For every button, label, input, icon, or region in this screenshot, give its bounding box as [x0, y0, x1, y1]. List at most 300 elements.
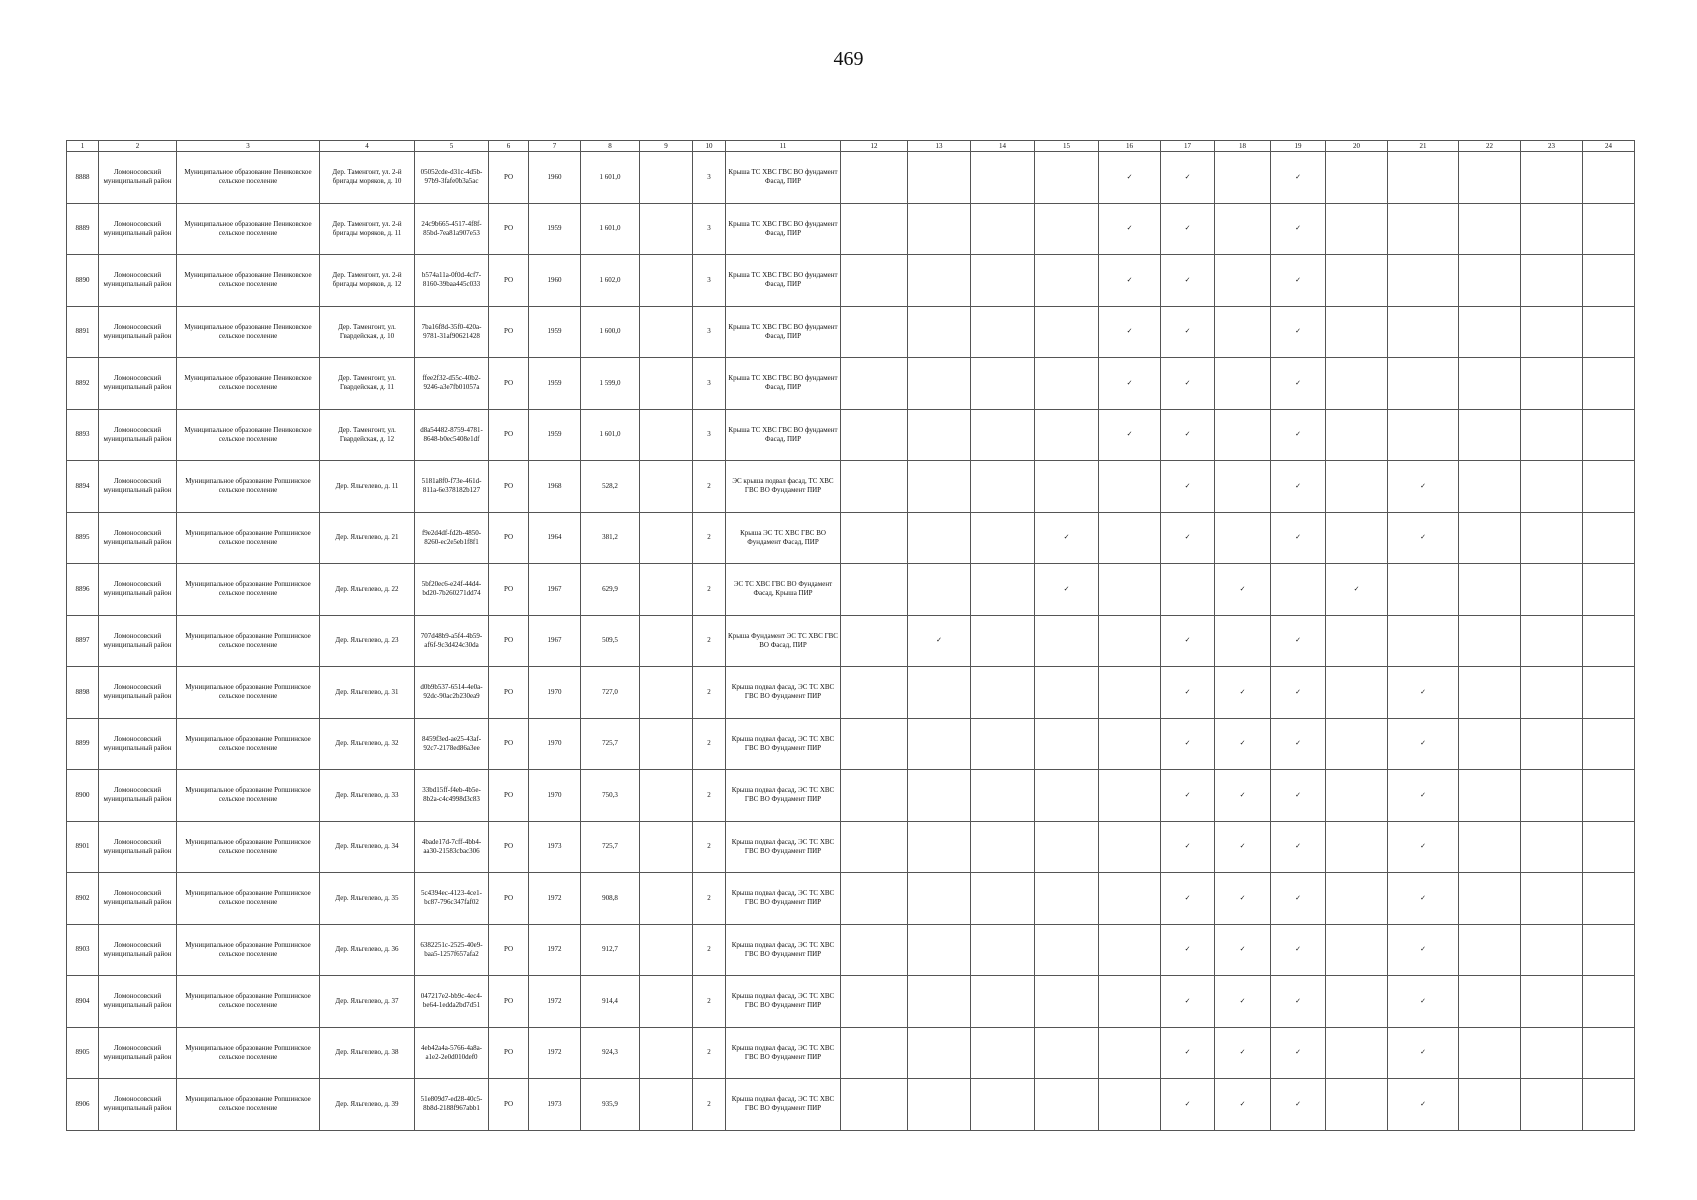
- column-14-cell: [971, 409, 1035, 461]
- owner-type-cell: РО: [489, 1079, 529, 1131]
- building-id-cell: f9e2d4df-fd2b-4850-8260-ec2e5eb1f8f1: [415, 512, 489, 564]
- column-9-cell: [640, 461, 693, 513]
- column-20-cell: [1326, 718, 1388, 770]
- column-10-cell: 3: [693, 409, 726, 461]
- owner-type-cell: РО: [489, 564, 529, 616]
- column-22-cell: [1459, 667, 1521, 719]
- column-22-cell: [1459, 1027, 1521, 1079]
- column-23-cell: [1521, 358, 1583, 410]
- check-mark-icon: ✓: [1295, 945, 1301, 954]
- row-number-cell: 8904: [67, 976, 99, 1028]
- owner-type-cell: РО: [489, 409, 529, 461]
- column-22-cell: [1459, 976, 1521, 1028]
- table-row: [67, 564, 1635, 616]
- column-16-cell: [1099, 718, 1161, 770]
- column-17-cell: [1161, 203, 1215, 255]
- column-17-cell: [1161, 718, 1215, 770]
- check-mark-icon: ✓: [1420, 790, 1426, 799]
- column-10-cell: 2: [693, 615, 726, 667]
- settlement-cell: Муниципальное образование Ропшинское сельское поселение: [177, 770, 320, 822]
- column-13-cell: [908, 615, 971, 667]
- column-9-cell: [640, 615, 693, 667]
- check-mark-icon: ✓: [1184, 172, 1191, 181]
- column-13-cell: [908, 1079, 971, 1131]
- column-number-5: 5: [415, 141, 489, 152]
- column-18-cell: [1215, 152, 1271, 204]
- column-number-row: [67, 141, 1635, 152]
- column-24-cell: [1583, 1079, 1635, 1131]
- check-mark-icon: ✓: [1184, 533, 1191, 542]
- column-20-cell: [1326, 306, 1388, 358]
- column-23-cell: [1521, 255, 1583, 307]
- works-cell: Крыша ЭС ТС ХВС ГВС ВО Фундамент Фасад, ПИР: [726, 512, 841, 564]
- year-cell: 1959: [529, 358, 581, 410]
- check-mark-icon: ✓: [1184, 224, 1191, 233]
- check-mark-icon: ✓: [1420, 893, 1426, 902]
- column-15-cell: [1035, 770, 1099, 822]
- settlement-cell: Муниципальное образование Ропшинское сельское поселение: [177, 718, 320, 770]
- column-12-cell: [841, 512, 908, 564]
- table-row: [67, 1079, 1635, 1131]
- year-cell: 1972: [529, 1027, 581, 1079]
- column-number-10: 10: [693, 141, 726, 152]
- year-cell: 1973: [529, 1079, 581, 1131]
- works-cell: Крыша подвал фасад, ЭС ТС ХВС ГВС ВО Фундамент ПИР: [726, 770, 841, 822]
- column-number-3: 3: [177, 141, 320, 152]
- check-mark-icon: ✓: [1184, 1099, 1191, 1108]
- column-16-cell: [1099, 976, 1161, 1028]
- check-mark-icon: ✓: [1063, 533, 1070, 542]
- column-number-11: 11: [726, 141, 841, 152]
- column-12-cell: [841, 203, 908, 255]
- area-cell: 1 601,0: [581, 409, 640, 461]
- column-15-cell: [1035, 1027, 1099, 1079]
- check-mark-icon: ✓: [1295, 378, 1301, 387]
- building-id-cell: 7ba16f8d-35f0-420a-9781-31af90621428: [415, 306, 489, 358]
- column-20-cell: [1326, 409, 1388, 461]
- district-cell: Ломоносовский муниципальный район: [99, 512, 177, 564]
- column-9-cell: [640, 512, 693, 564]
- column-18-cell: [1215, 924, 1271, 976]
- column-16-cell: [1099, 924, 1161, 976]
- table-row: [67, 512, 1635, 564]
- column-13-cell: [908, 409, 971, 461]
- works-cell: Крыша подвал фасад, ЭС ТС ХВС ГВС ВО Фундамент ПИР: [726, 1027, 841, 1079]
- area-cell: 1 600,0: [581, 306, 640, 358]
- column-23-cell: [1521, 203, 1583, 255]
- column-12-cell: [841, 564, 908, 616]
- column-19-cell: [1271, 306, 1326, 358]
- table-row: [67, 461, 1635, 513]
- district-cell: Ломоносовский муниципальный район: [99, 255, 177, 307]
- column-24-cell: [1583, 255, 1635, 307]
- column-19-cell: [1271, 358, 1326, 410]
- column-21-cell: [1388, 152, 1459, 204]
- building-id-cell: 707d48b9-a5f4-4b59-af6f-9c3d424c30da: [415, 615, 489, 667]
- area-cell: 381,2: [581, 512, 640, 564]
- column-number-22: 22: [1459, 141, 1521, 152]
- column-23-cell: [1521, 667, 1583, 719]
- year-cell: 1960: [529, 255, 581, 307]
- column-number-7: 7: [529, 141, 581, 152]
- column-number-15: 15: [1035, 141, 1099, 152]
- check-mark-icon: ✓: [1126, 224, 1133, 233]
- column-22-cell: [1459, 409, 1521, 461]
- column-13-cell: [908, 770, 971, 822]
- column-14-cell: [971, 1027, 1035, 1079]
- area-cell: 725,7: [581, 821, 640, 873]
- settlement-cell: Муниципальное образование Ропшинское сельское поселение: [177, 873, 320, 925]
- column-20-cell: [1326, 512, 1388, 564]
- settlement-cell: Муниципальное образование Ропшинское сельское поселение: [177, 615, 320, 667]
- column-21-cell: [1388, 821, 1459, 873]
- check-mark-icon: ✓: [1420, 842, 1426, 851]
- column-10-cell: 2: [693, 1027, 726, 1079]
- column-21-cell: [1388, 718, 1459, 770]
- column-20-cell: [1326, 564, 1388, 616]
- row-number-cell: 8900: [67, 770, 99, 822]
- check-mark-icon: ✓: [1295, 893, 1301, 902]
- address-cell: Дер. Яльгелево, д. 35: [320, 873, 415, 925]
- year-cell: 1972: [529, 976, 581, 1028]
- column-19-cell: [1271, 718, 1326, 770]
- check-mark-icon: ✓: [1184, 275, 1191, 284]
- table-row: [67, 1027, 1635, 1079]
- table-row: [67, 873, 1635, 925]
- column-number-6: 6: [489, 141, 529, 152]
- check-mark-icon: ✓: [1295, 275, 1301, 284]
- building-id-cell: 4eb42a4a-5766-4a8a-a1e2-2e0d010def0: [415, 1027, 489, 1079]
- check-mark-icon: ✓: [1184, 893, 1191, 902]
- building-id-cell: b574a11a-0f0d-4cf7-8160-39baa445c033: [415, 255, 489, 307]
- column-23-cell: [1521, 1079, 1583, 1131]
- district-cell: Ломоносовский муниципальный район: [99, 1079, 177, 1131]
- column-10-cell: 2: [693, 821, 726, 873]
- column-24-cell: [1583, 1027, 1635, 1079]
- column-number-23: 23: [1521, 141, 1583, 152]
- district-cell: Ломоносовский муниципальный район: [99, 873, 177, 925]
- column-20-cell: [1326, 255, 1388, 307]
- column-9-cell: [640, 718, 693, 770]
- column-21-cell: [1388, 924, 1459, 976]
- column-12-cell: [841, 924, 908, 976]
- column-13-cell: [908, 152, 971, 204]
- table-row: [67, 615, 1635, 667]
- check-mark-icon: ✓: [1184, 790, 1191, 799]
- column-10-cell: 2: [693, 461, 726, 513]
- district-cell: Ломоносовский муниципальный район: [99, 667, 177, 719]
- column-16-cell: [1099, 306, 1161, 358]
- building-id-cell: ffee2f32-d55c-40b2-9246-a3e7fb01057a: [415, 358, 489, 410]
- column-number-19: 19: [1271, 141, 1326, 152]
- settlement-cell: Муниципальное образование Ропшинское сельское поселение: [177, 924, 320, 976]
- column-10-cell: 3: [693, 152, 726, 204]
- check-mark-icon: ✓: [1295, 327, 1301, 336]
- check-mark-icon: ✓: [1295, 481, 1301, 490]
- column-number-16: 16: [1099, 141, 1161, 152]
- column-10-cell: 2: [693, 512, 726, 564]
- column-20-cell: [1326, 152, 1388, 204]
- works-cell: Крыша подвал фасад, ЭС ТС ХВС ГВС ВО Фундамент ПИР: [726, 1079, 841, 1131]
- table-row: [67, 152, 1635, 204]
- column-21-cell: [1388, 409, 1459, 461]
- column-19-cell: [1271, 564, 1326, 616]
- works-cell: Крыша ТС ХВС ГВС ВО фундамент Фасад, ПИР: [726, 306, 841, 358]
- building-id-cell: d0b9b537-6514-4e0a-92dc-90ac2b230ea9: [415, 667, 489, 719]
- table-row: [67, 718, 1635, 770]
- check-mark-icon: ✓: [1239, 945, 1246, 954]
- column-14-cell: [971, 821, 1035, 873]
- works-cell: Крыша ТС ХВС ГВС ВО фундамент Фасад, ПИР: [726, 358, 841, 410]
- column-24-cell: [1583, 615, 1635, 667]
- building-id-cell: 33bd15ff-f4eb-4b5e-8b2a-c4c4998d3c83: [415, 770, 489, 822]
- check-mark-icon: ✓: [1126, 430, 1133, 439]
- row-number-cell: 8889: [67, 203, 99, 255]
- column-number-8: 8: [581, 141, 640, 152]
- column-19-cell: [1271, 976, 1326, 1028]
- check-mark-icon: ✓: [1239, 739, 1246, 748]
- check-mark-icon: ✓: [1239, 687, 1246, 696]
- column-18-cell: [1215, 770, 1271, 822]
- row-number-cell: 8896: [67, 564, 99, 616]
- column-22-cell: [1459, 152, 1521, 204]
- district-cell: Ломоносовский муниципальный район: [99, 564, 177, 616]
- column-20-cell: [1326, 667, 1388, 719]
- table-row: [67, 306, 1635, 358]
- column-12-cell: [841, 306, 908, 358]
- column-14-cell: [971, 770, 1035, 822]
- column-13-cell: [908, 873, 971, 925]
- area-cell: 924,3: [581, 1027, 640, 1079]
- address-cell: Дер. Яльгелево, д. 21: [320, 512, 415, 564]
- page-number: 469: [833, 48, 864, 70]
- column-14-cell: [971, 718, 1035, 770]
- column-16-cell: [1099, 358, 1161, 410]
- column-21-cell: [1388, 358, 1459, 410]
- column-14-cell: [971, 564, 1035, 616]
- column-15-cell: [1035, 358, 1099, 410]
- check-mark-icon: ✓: [1295, 224, 1301, 233]
- column-16-cell: [1099, 873, 1161, 925]
- district-cell: Ломоносовский муниципальный район: [99, 461, 177, 513]
- column-24-cell: [1583, 770, 1635, 822]
- column-number-1: 1: [67, 141, 99, 152]
- column-9-cell: [640, 255, 693, 307]
- area-cell: 1 602,0: [581, 255, 640, 307]
- check-mark-icon: ✓: [1420, 533, 1426, 542]
- column-13-cell: [908, 203, 971, 255]
- row-number-cell: 8891: [67, 306, 99, 358]
- area-cell: 750,3: [581, 770, 640, 822]
- column-24-cell: [1583, 512, 1635, 564]
- column-16-cell: [1099, 1027, 1161, 1079]
- building-id-cell: d8a54482-8759-4781-8648-b0ec5408e1df: [415, 409, 489, 461]
- column-13-cell: [908, 306, 971, 358]
- row-number-cell: 8903: [67, 924, 99, 976]
- column-17-cell: [1161, 1027, 1215, 1079]
- column-23-cell: [1521, 770, 1583, 822]
- address-cell: Дер. Яльгелево, д. 11: [320, 461, 415, 513]
- column-number-2: 2: [99, 141, 177, 152]
- column-number-20: 20: [1326, 141, 1388, 152]
- address-cell: Дер. Таменгонт, ул. Гвардейская, д. 10: [320, 306, 415, 358]
- column-19-cell: [1271, 409, 1326, 461]
- column-12-cell: [841, 255, 908, 307]
- area-cell: 509,5: [581, 615, 640, 667]
- column-12-cell: [841, 1027, 908, 1079]
- check-mark-icon: ✓: [1295, 996, 1301, 1005]
- column-14-cell: [971, 152, 1035, 204]
- column-15-cell: [1035, 924, 1099, 976]
- column-24-cell: [1583, 409, 1635, 461]
- column-12-cell: [841, 358, 908, 410]
- row-number-cell: 8905: [67, 1027, 99, 1079]
- area-cell: 528,2: [581, 461, 640, 513]
- column-23-cell: [1521, 976, 1583, 1028]
- check-mark-icon: ✓: [1184, 378, 1191, 387]
- column-18-cell: [1215, 461, 1271, 513]
- column-16-cell: [1099, 615, 1161, 667]
- column-number-24: 24: [1583, 141, 1635, 152]
- column-15-cell: [1035, 1079, 1099, 1131]
- district-cell: Ломоносовский муниципальный район: [99, 203, 177, 255]
- column-18-cell: [1215, 873, 1271, 925]
- column-24-cell: [1583, 358, 1635, 410]
- column-22-cell: [1459, 358, 1521, 410]
- column-21-cell: [1388, 1079, 1459, 1131]
- column-22-cell: [1459, 770, 1521, 822]
- owner-type-cell: РО: [489, 461, 529, 513]
- column-10-cell: 2: [693, 1079, 726, 1131]
- column-14-cell: [971, 512, 1035, 564]
- area-cell: 1 599,0: [581, 358, 640, 410]
- check-mark-icon: ✓: [1184, 327, 1191, 336]
- settlement-cell: Муниципальное образование Ропшинское сельское поселение: [177, 512, 320, 564]
- check-mark-icon: ✓: [1295, 636, 1301, 645]
- column-22-cell: [1459, 255, 1521, 307]
- column-23-cell: [1521, 1027, 1583, 1079]
- check-mark-icon: ✓: [1184, 945, 1191, 954]
- works-cell: Крыша ТС ХВС ГВС ВО фундамент Фасад, ПИР: [726, 152, 841, 204]
- column-number-17: 17: [1161, 141, 1215, 152]
- column-17-cell: [1161, 564, 1215, 616]
- column-21-cell: [1388, 564, 1459, 616]
- check-mark-icon: ✓: [1420, 481, 1426, 490]
- column-18-cell: [1215, 667, 1271, 719]
- owner-type-cell: РО: [489, 512, 529, 564]
- column-21-cell: [1388, 873, 1459, 925]
- column-20-cell: [1326, 615, 1388, 667]
- column-24-cell: [1583, 924, 1635, 976]
- district-cell: Ломоносовский муниципальный район: [99, 976, 177, 1028]
- works-cell: ЭС крыша подвал фасад, ТС ХВС ГВС ВО Фундамент ПИР: [726, 461, 841, 513]
- owner-type-cell: РО: [489, 615, 529, 667]
- area-cell: 727,0: [581, 667, 640, 719]
- owner-type-cell: РО: [489, 718, 529, 770]
- building-id-cell: 047217e2-bb9c-4ec4-be64-1edda2bd7d51: [415, 976, 489, 1028]
- table-row: [67, 821, 1635, 873]
- column-10-cell: 3: [693, 255, 726, 307]
- area-cell: 935,9: [581, 1079, 640, 1131]
- owner-type-cell: РО: [489, 924, 529, 976]
- column-18-cell: [1215, 821, 1271, 873]
- column-17-cell: [1161, 409, 1215, 461]
- column-24-cell: [1583, 306, 1635, 358]
- column-15-cell: [1035, 203, 1099, 255]
- address-cell: Дер. Таменгонт, ул. 2-й бригады моряков, д. 10: [320, 152, 415, 204]
- column-12-cell: [841, 718, 908, 770]
- column-10-cell: 2: [693, 718, 726, 770]
- area-cell: 912,7: [581, 924, 640, 976]
- works-cell: ЭС ТС ХВС ГВС ВО Фундамент Фасад, Крыша ПИР: [726, 564, 841, 616]
- building-id-cell: 5c4394ec-4123-4ce1-bc87-796c347faf02: [415, 873, 489, 925]
- owner-type-cell: РО: [489, 770, 529, 822]
- column-21-cell: [1388, 461, 1459, 513]
- works-cell: Крыша ТС ХВС ГВС ВО фундамент Фасад, ПИР: [726, 409, 841, 461]
- column-18-cell: [1215, 203, 1271, 255]
- column-18-cell: [1215, 1079, 1271, 1131]
- column-19-cell: [1271, 924, 1326, 976]
- column-19-cell: [1271, 821, 1326, 873]
- column-19-cell: [1271, 1079, 1326, 1131]
- works-cell: Крыша подвал фасад, ЭС ТС ХВС ГВС ВО Фундамент ПИР: [726, 667, 841, 719]
- table-row: [67, 255, 1635, 307]
- column-14-cell: [971, 461, 1035, 513]
- column-19-cell: [1271, 1027, 1326, 1079]
- works-cell: Крыша подвал фасад, ЭС ТС ХВС ГВС ВО Фундамент ПИР: [726, 873, 841, 925]
- check-mark-icon: ✓: [1239, 996, 1246, 1005]
- check-mark-icon: ✓: [1295, 1099, 1301, 1108]
- column-22-cell: [1459, 718, 1521, 770]
- area-cell: 1 601,0: [581, 203, 640, 255]
- column-16-cell: [1099, 461, 1161, 513]
- owner-type-cell: РО: [489, 667, 529, 719]
- column-16-cell: [1099, 770, 1161, 822]
- owner-type-cell: РО: [489, 821, 529, 873]
- address-cell: Дер. Яльгелево, д. 36: [320, 924, 415, 976]
- settlement-cell: Муниципальное образование Ропшинское сельское поселение: [177, 1027, 320, 1079]
- check-mark-icon: ✓: [1420, 945, 1426, 954]
- settlement-cell: Муниципальное образование Ропшинское сельское поселение: [177, 821, 320, 873]
- check-mark-icon: ✓: [1295, 739, 1301, 748]
- year-cell: 1964: [529, 512, 581, 564]
- column-number-4: 4: [320, 141, 415, 152]
- column-16-cell: [1099, 152, 1161, 204]
- check-mark-icon: ✓: [1126, 275, 1133, 284]
- check-mark-icon: ✓: [1184, 636, 1191, 645]
- address-cell: Дер. Яльгелево, д. 39: [320, 1079, 415, 1131]
- check-mark-icon: ✓: [1295, 842, 1301, 851]
- column-18-cell: [1215, 306, 1271, 358]
- column-9-cell: [640, 667, 693, 719]
- year-cell: 1967: [529, 615, 581, 667]
- column-24-cell: [1583, 821, 1635, 873]
- address-cell: Дер. Яльгелево, д. 23: [320, 615, 415, 667]
- settlement-cell: Муниципальное образование Пениковское сельское поселение: [177, 306, 320, 358]
- check-mark-icon: ✓: [1295, 172, 1301, 181]
- column-15-cell: [1035, 512, 1099, 564]
- column-16-cell: [1099, 203, 1161, 255]
- table-row: [67, 976, 1635, 1028]
- column-9-cell: [640, 976, 693, 1028]
- column-20-cell: [1326, 461, 1388, 513]
- column-22-cell: [1459, 873, 1521, 925]
- building-id-cell: 5bf20ec6-e24f-44d4-bd20-7b260271dd74: [415, 564, 489, 616]
- works-cell: Крыша ТС ХВС ГВС ВО фундамент Фасад, ПИР: [726, 255, 841, 307]
- column-10-cell: 2: [693, 564, 726, 616]
- table-row: [67, 203, 1635, 255]
- column-number-21: 21: [1388, 141, 1459, 152]
